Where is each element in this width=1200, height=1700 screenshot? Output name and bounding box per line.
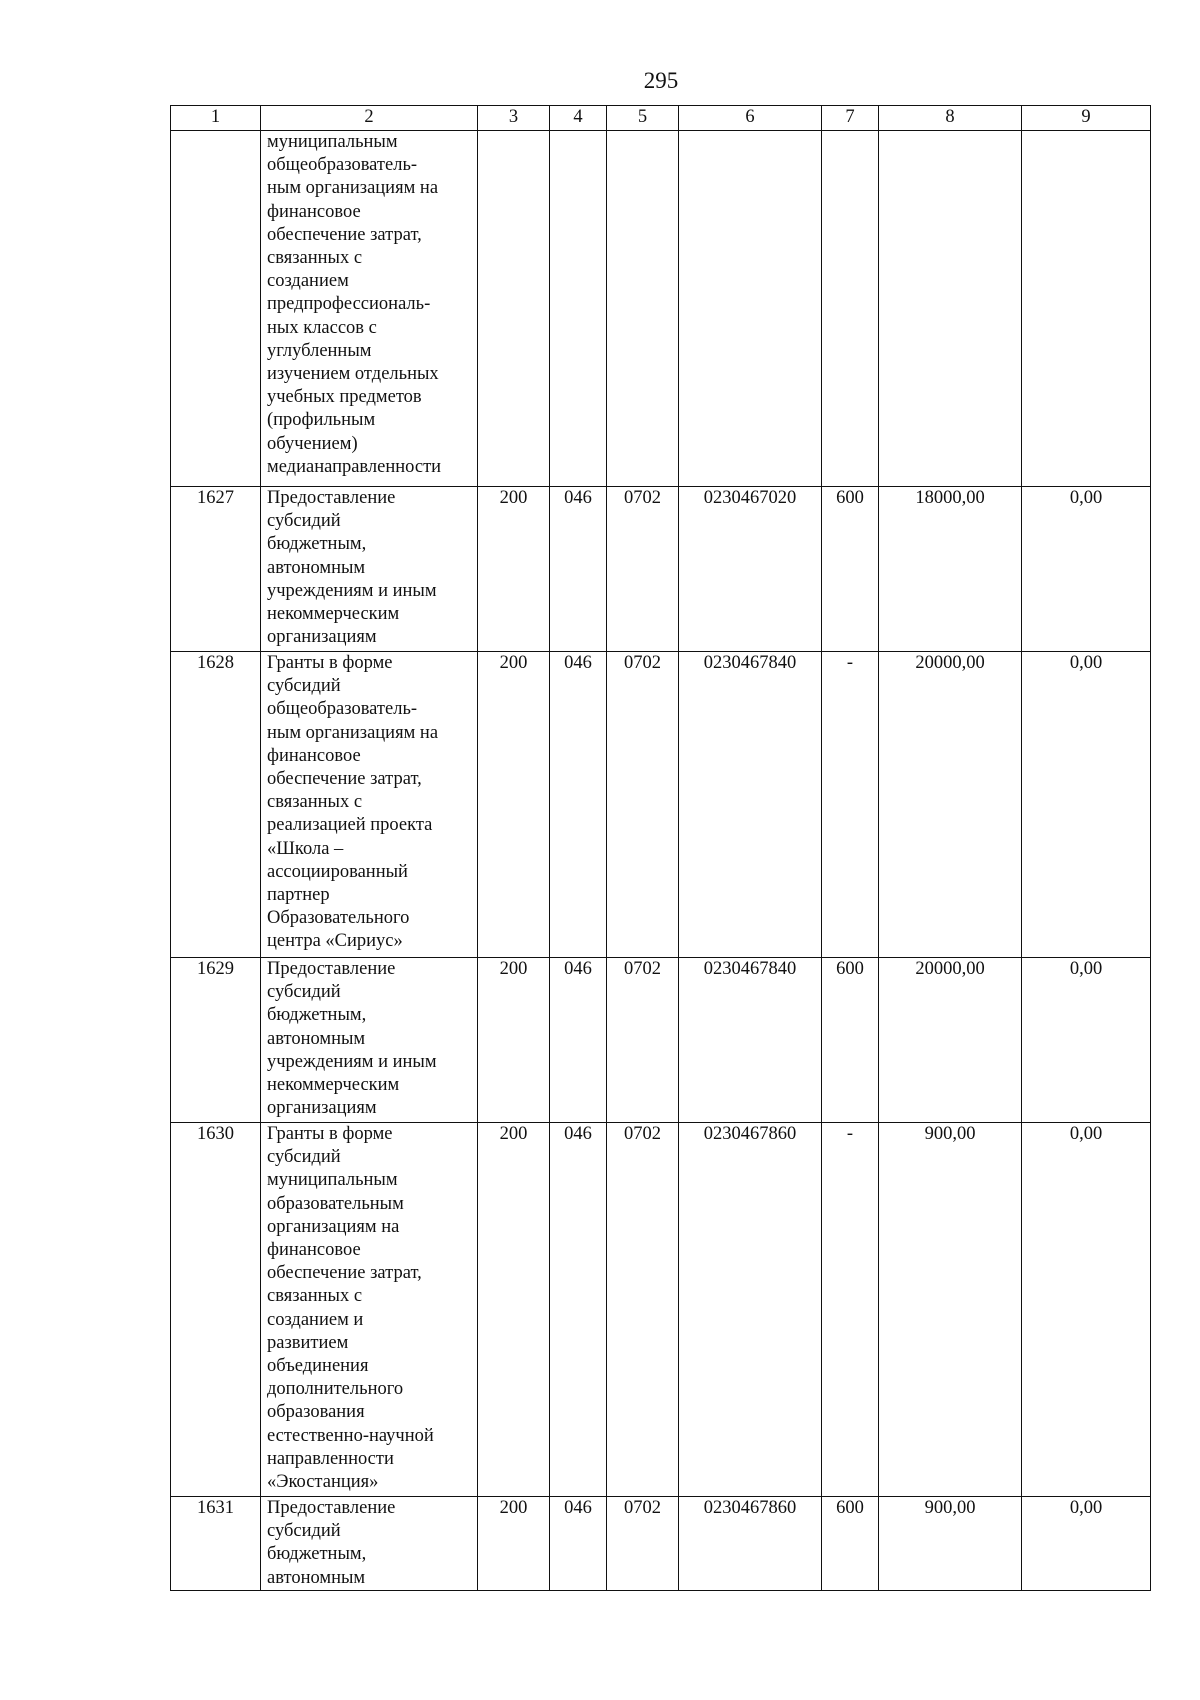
cell-col5: 0702	[607, 652, 679, 958]
column-header: 9	[1022, 106, 1151, 131]
cell-col4: 046	[550, 1497, 607, 1591]
column-header: 6	[679, 106, 822, 131]
header-row	[171, 106, 1151, 131]
cell-col4: 046	[550, 1123, 607, 1497]
cell-col6: 0230467860	[679, 1497, 822, 1591]
cell-col7	[822, 131, 879, 487]
cell-col9: 0,00	[1022, 652, 1151, 958]
row-name: муниципальным общеобразователь- ным организациям на финансовое обеспечение затрат, связанных с созданием предпрофессиональ- ных классов с углубленным изучением отдельных учебных предметов (профильным обучением) медианаправленности	[261, 131, 478, 487]
row-name: Предоставление субсидий бюджетным, автономным учреждениям и иным некоммерческим организациям	[261, 487, 478, 652]
cell-col8: 20000,00	[879, 958, 1022, 1123]
cell-col8	[879, 131, 1022, 487]
column-header: 2	[261, 106, 478, 131]
table-row	[171, 958, 1151, 1123]
cell-col5: 0702	[607, 1123, 679, 1497]
cell-col6: 0230467020	[679, 487, 822, 652]
cell-col3: 200	[478, 958, 550, 1123]
cell-col9: 0,00	[1022, 1497, 1151, 1591]
cell-col3: 200	[478, 652, 550, 958]
cell-col7: -	[822, 652, 879, 958]
cell-col6	[679, 131, 822, 487]
table-row	[171, 487, 1151, 652]
cell-col5: 0702	[607, 487, 679, 652]
column-header: 4	[550, 106, 607, 131]
cell-col9: 0,00	[1022, 958, 1151, 1123]
row-number: 1628	[171, 652, 261, 958]
cell-col8: 20000,00	[879, 652, 1022, 958]
cell-col7: 600	[822, 487, 879, 652]
cell-col5	[607, 131, 679, 487]
cell-col9	[1022, 131, 1151, 487]
cell-col7: -	[822, 1123, 879, 1497]
cell-col8: 900,00	[879, 1123, 1022, 1497]
row-number: 1629	[171, 958, 261, 1123]
column-header: 1	[171, 106, 261, 131]
cell-col8: 900,00	[879, 1497, 1022, 1591]
table-row	[171, 1123, 1151, 1497]
cell-col7: 600	[822, 1497, 879, 1591]
cell-col9: 0,00	[1022, 1123, 1151, 1497]
cell-col5: 0702	[607, 1497, 679, 1591]
cell-col9: 0,00	[1022, 487, 1151, 652]
row-name: Гранты в форме субсидий муниципальным образовательным организациям на финансовое обеспечение затрат, связанных с созданием и развитием объединения дополнительного образования естественно-научной направленности «Экостанция»	[261, 1123, 478, 1497]
cell-col4: 046	[550, 958, 607, 1123]
row-name: Предоставление субсидий бюджетным, автономным	[261, 1497, 478, 1591]
cell-col7: 600	[822, 958, 879, 1123]
page-number: 295	[643, 68, 679, 93]
table-row	[171, 1497, 1151, 1591]
cell-col4	[550, 131, 607, 487]
table-row	[171, 131, 1151, 487]
cell-col4: 046	[550, 652, 607, 958]
row-number: 1627	[171, 487, 261, 652]
row-number: 1631	[171, 1497, 261, 1591]
cell-col3	[478, 131, 550, 487]
column-header: 3	[478, 106, 550, 131]
row-name: Гранты в форме субсидий общеобразователь- ным организациям на финансовое обеспечение затрат, связанных с реализацией проекта «Школа – ассоциированный партнер Образовательного центра «Сириус»	[261, 652, 478, 958]
cell-col8: 18000,00	[879, 487, 1022, 652]
table-row	[171, 652, 1151, 958]
row-name: Предоставление субсидий бюджетным, автономным учреждениям и иным некоммерческим организациям	[261, 958, 478, 1123]
cell-col3: 200	[478, 1123, 550, 1497]
column-header: 8	[879, 106, 1022, 131]
cell-col3: 200	[478, 487, 550, 652]
column-header: 7	[822, 106, 879, 131]
cell-col6: 0230467840	[679, 958, 822, 1123]
column-header: 5	[607, 106, 679, 131]
cell-col6: 0230467860	[679, 1123, 822, 1497]
row-number	[171, 131, 261, 487]
cell-col3: 200	[478, 1497, 550, 1591]
cell-col5: 0702	[607, 958, 679, 1123]
budget-table	[170, 105, 1151, 1591]
cell-col4: 046	[550, 487, 607, 652]
cell-col6: 0230467840	[679, 652, 822, 958]
row-number: 1630	[171, 1123, 261, 1497]
